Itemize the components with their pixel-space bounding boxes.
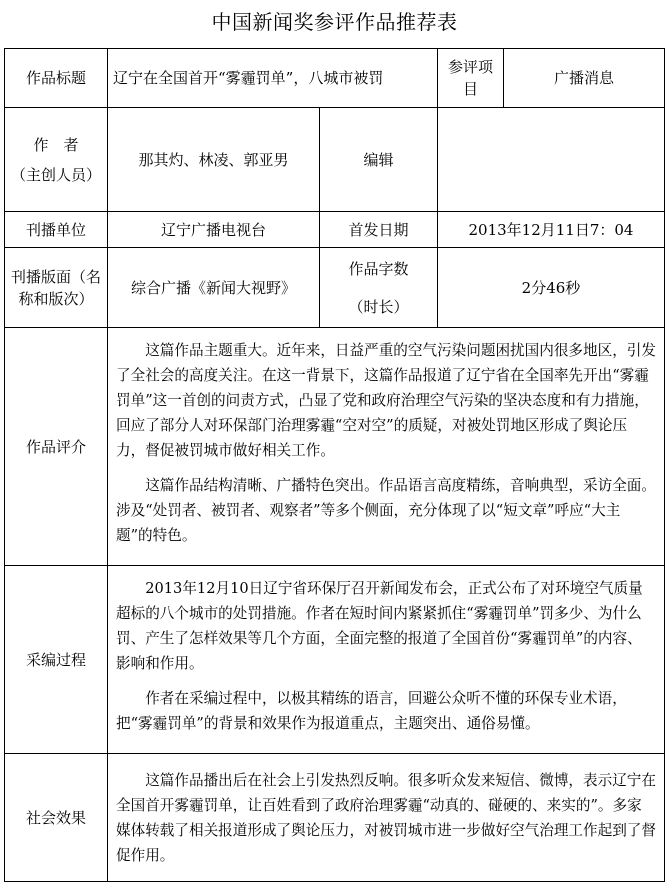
category-value: 广播消息 bbox=[504, 48, 665, 108]
author-label-line1: 作 者 bbox=[33, 135, 79, 154]
unit-value: 辽宁广播电视台 bbox=[108, 212, 320, 248]
title-label: 作品标题 bbox=[4, 48, 108, 108]
editor-value bbox=[438, 108, 665, 212]
impact-label: 社会效果 bbox=[4, 754, 108, 882]
unit-label: 刊播单位 bbox=[4, 212, 108, 248]
title-value: 辽宁在全国首开“雾霾罚单”，八城市被罚 bbox=[108, 48, 438, 108]
date-value: 2013年12月11日7：04 bbox=[438, 212, 665, 248]
process-label: 采编过程 bbox=[4, 566, 108, 754]
impact-body bbox=[108, 754, 665, 882]
author-label-line2: （主创人员） bbox=[10, 165, 101, 184]
category-label: 参评项目 bbox=[438, 48, 504, 108]
section-label: 刊播版面（名称和版次） bbox=[4, 248, 108, 328]
date-label: 首发日期 bbox=[320, 212, 438, 248]
page-title: 中国新闻奖参评作品推荐表 bbox=[211, 10, 458, 34]
review-label: 作品评介 bbox=[4, 328, 108, 566]
process-body bbox=[108, 566, 665, 754]
editor-label: 编辑 bbox=[320, 108, 438, 212]
section-value: 综合广播《新闻大视野》 bbox=[108, 248, 320, 328]
review-paragraph: 这篇作品主题重大。近年来，日益严重的空气污染问题困扰国内很多地区，引发了全社会的高度关注。在这一背景下，这篇作品报道了辽宁省在全国率先开出“雾霾罚单”这一首创的问责方式，凸显了党和政府治理空气污染的坚决态度和有力措施，回应了部分人对环保部门治理雾霾“空对空”的质疑，对被处罚地区形成了舆论压力，督促被罚城市做好相关工作。 bbox=[116, 342, 656, 459]
review-paragraph: 这篇作品结构清晰、广播特色突出。作品语言高度精练，音响典型，采访全面。涉及“处罚者、被罚者、观察者”等多个侧面，充分体现了以“短文章”呼应“大主题”的特色。 bbox=[116, 477, 656, 544]
review-body bbox=[108, 328, 665, 566]
length-value: 2分46秒 bbox=[438, 248, 665, 328]
process-paragraph: 作者在采编过程中，以极其精练的语言，回避公众听不懂的环保专业术语，把“雾霾罚单”的背景和效果作为报道重点，主题突出、通俗易懂。 bbox=[116, 690, 627, 732]
author-label bbox=[4, 108, 108, 212]
authors-value: 那其灼、林凌、郭亚男 bbox=[108, 108, 320, 212]
length-label-line2: （时长） bbox=[348, 297, 409, 316]
length-label-line1: 作品字数 bbox=[348, 259, 409, 278]
process-paragraph: 2013年12月10日辽宁省环保厅召开新闻发布会，正式公布了对环境空气质量超标的八个城市的处罚措施。作者在短时间内紧紧抓住“雾霾罚单”罚多少、为什么罚、产生了怎样效果等几个方面，全面完整的报道了全国首份“雾霾罚单”的内容、影响和作用。 bbox=[116, 580, 643, 672]
impact-paragraph: 这篇作品播出后在社会上引发热烈反响。很多听众发来短信、微博，表示辽宁在全国首开雾霾罚单，让百姓看到了政府治理雾霾“动真的、碰硬的、来实的”。多家媒体转载了相关报道形成了舆论压力，对被罚城市进一步做好空气治理工作起到了督促作用。 bbox=[116, 772, 656, 864]
length-label bbox=[320, 248, 438, 328]
recommendation-table bbox=[4, 48, 665, 882]
